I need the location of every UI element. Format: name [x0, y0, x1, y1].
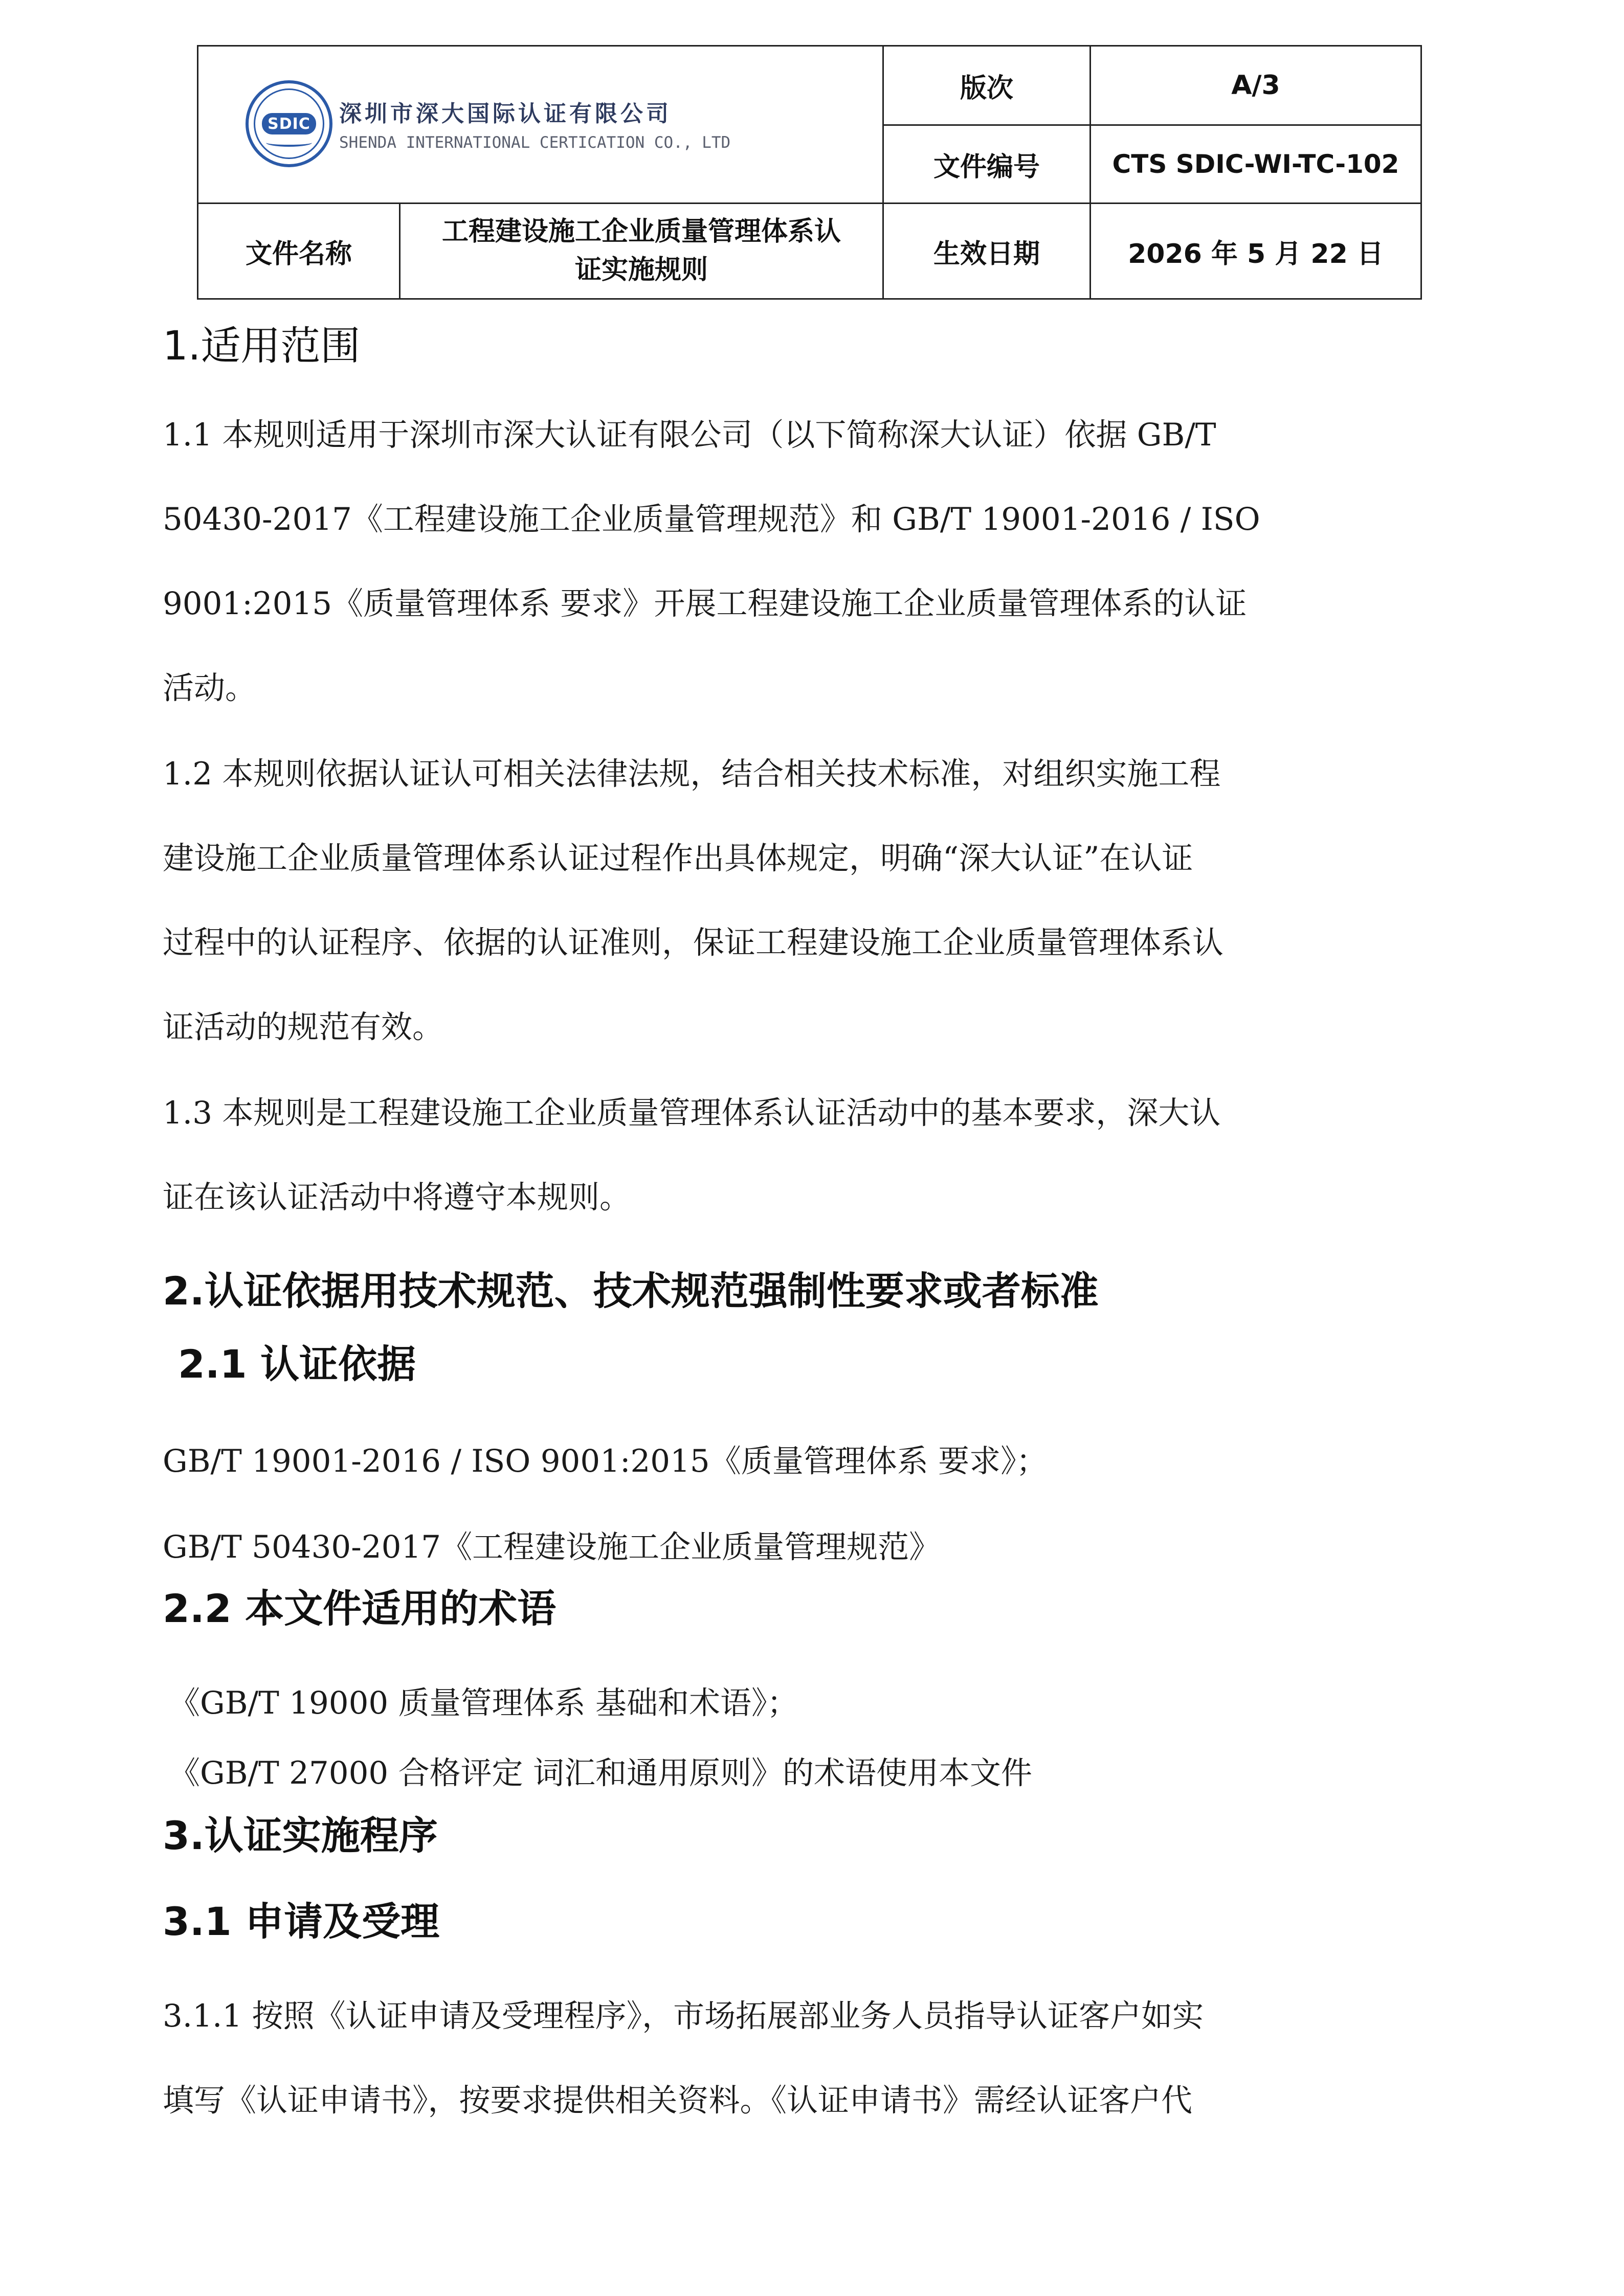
section-1-heading: 1.适用范围	[163, 323, 361, 369]
para-1-2-line-2: 建设施工企业质量管理体系认证过程作出具体规定，明确“深大认证”在认证	[163, 840, 1193, 876]
section-3-1-heading: 3.1 申请及受理	[163, 1899, 440, 1944]
term-standard-2: 《GB/T 27000 合格评定 词汇和通用原则》的术语使用本文件	[169, 1755, 1033, 1791]
effective-date-value: 2026 年 5 月 22 日	[1128, 238, 1384, 269]
para-3-1-1-line-2: 填写《认证申请书》，按要求提供相关资料。《认证申请书》需经认证客户代	[163, 2082, 1193, 2119]
effective-date-label: 生效日期	[933, 238, 1040, 269]
doc-number-label: 文件编号	[933, 151, 1040, 183]
doc-name-line-2: 证实施规则	[574, 255, 708, 285]
ref-standard-1: GB/T 19001-2016 / ISO 9001:2015《质量管理体系 要求》；	[163, 1443, 1048, 1479]
version-value: A/3	[1231, 70, 1280, 101]
doc-name-line-1: 工程建设施工企业质量管理体系认	[441, 216, 841, 247]
version-label: 版次	[960, 73, 1013, 104]
doc-number-value: CTS SDIC-WI-TC-102	[1112, 149, 1399, 179]
para-1-1-line-2: 50430-2017《工程建设施工企业质量管理规范》和 GB/T 19001-2016 / ISO	[163, 501, 1260, 537]
document-header-table	[197, 45, 1422, 300]
para-1-2-line-3: 过程中的认证程序、依据的认证准则，保证工程建设施工企业质量管理体系认	[163, 925, 1224, 961]
sdic-logo-icon: SDIC	[246, 80, 332, 167]
para-1-2-line-4: 证活动的规范有效。	[163, 1009, 444, 1045]
doc-name-label: 文件名称	[245, 238, 352, 269]
para-1-3-line-2: 证在该认证活动中将遵守本规则。	[163, 1179, 631, 1215]
para-1-1-line-3: 9001:2015《质量管理体系 要求》开展工程建设施工企业质量管理体系的认证	[163, 586, 1247, 622]
para-1-1-line-1: 1.1 本规则适用于深圳市深大认证有限公司（以下简称深大认证）依据 GB/T	[163, 417, 1216, 453]
term-standard-1: 《GB/T 19000 质量管理体系 基础和术语》；	[169, 1685, 798, 1721]
para-1-1-line-4: 活动。	[163, 670, 257, 706]
company-logo-block	[198, 47, 884, 202]
company-name-en: SHENDA INTERNATIONAL CERTICATION CO., LTD	[339, 133, 731, 152]
doc-name-value	[401, 204, 882, 298]
para-1-2-line-1: 1.2 本规则依据认证认可相关法律法规，结合相关技术标准，对组织实施工程	[163, 756, 1221, 792]
section-2-1-heading: 2.1 认证依据	[178, 1341, 416, 1387]
company-name-cn: 深圳市深大国际认证有限公司	[339, 101, 672, 127]
para-1-3-line-1: 1.3 本规则是工程建设施工企业质量管理体系认证活动中的基本要求，深大认	[163, 1095, 1221, 1131]
ref-standard-2: GB/T 50430-2017《工程建设施工企业质量管理规范》	[163, 1529, 941, 1565]
section-2-2-heading: 2.2 本文件适用的术语	[163, 1586, 557, 1631]
para-3-1-1-line-1: 3.1.1 按照《认证申请及受理程序》，市场拓展部业务人员指导认证客户如实	[163, 1998, 1204, 2034]
section-3-heading: 3.认证实施程序	[163, 1813, 438, 1858]
section-2-heading: 2.认证依据用技术规范、技术规范强制性要求或者标准	[163, 1268, 1099, 1314]
